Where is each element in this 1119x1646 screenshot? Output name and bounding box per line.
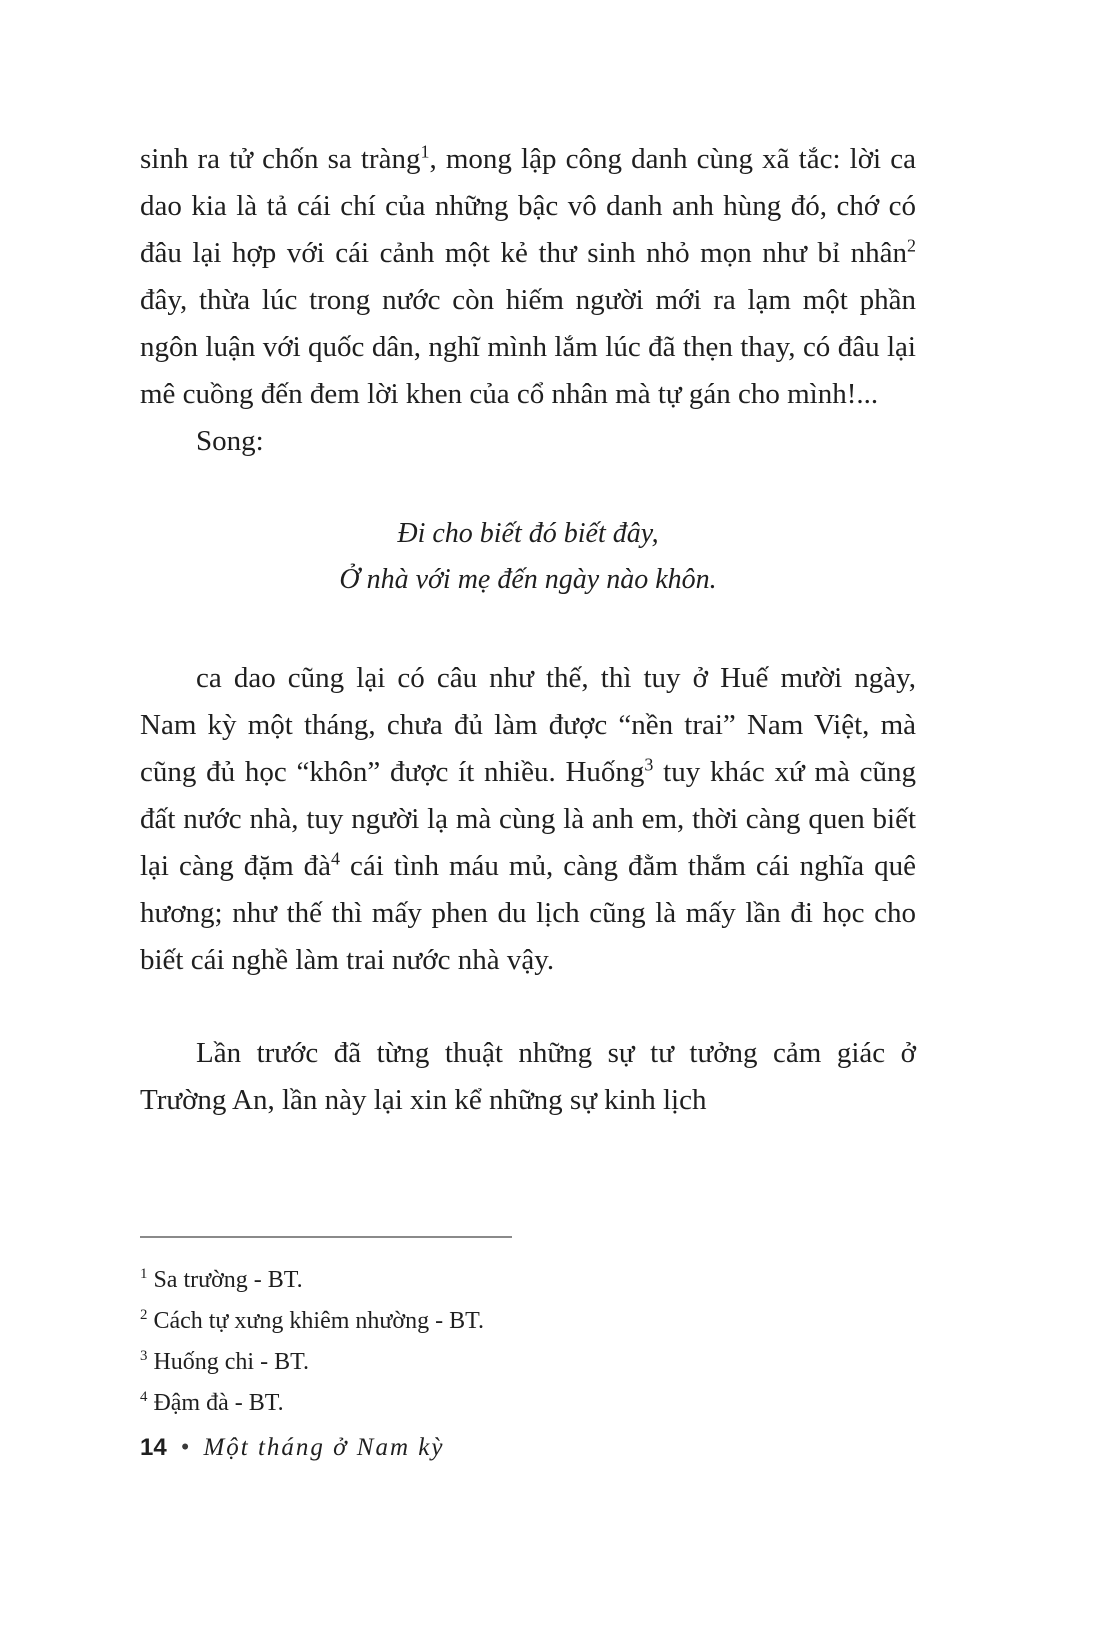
song-label: [140, 418, 916, 465]
paragraph-2: [140, 655, 916, 984]
footnote-ref-3: 3: [644, 754, 654, 775]
paragraph-text: đây, thừa lúc trong nước còn hiếm người mới ra lạm một phần ngôn luận với quốc dân, nghĩ mình lắm lúc đã thẹn thay, có đâu lại mê cuồng đến đem lời khen của cổ nhân mà tự gán cho mình!...: [140, 284, 916, 410]
paragraph-text: ca dao cũng lại có câu như thế, thì tuy ở Huế mười ngày, Nam kỳ một tháng, chưa đủ làm được “nền trai” Nam Việt, mà cũng đủ học “khôn” được ít nhiều. Huống: [140, 662, 916, 788]
song-label-text: Song:: [196, 425, 264, 457]
footnote-ref-1: 1: [420, 141, 430, 162]
footnote-marker-3: 3: [140, 1348, 148, 1364]
footnote-text-2: Cách tự xưng khiêm nhường - BT.: [153, 1308, 484, 1334]
main-text-block: [140, 136, 916, 1124]
footnote-divider: [140, 1236, 512, 1238]
footnote-text-1: Sa trường - BT.: [153, 1267, 303, 1293]
separator-bullet-icon: •: [180, 1434, 190, 1461]
footnote-2: [140, 1301, 916, 1342]
paragraph-text: cái tình máu mủ, càng đằm thắm cái nghĩa quê hương; như thế thì mấy phen du lịch cũng là mấy lần đi học cho biết cái nghề làm trai nước nhà vậy.: [140, 850, 916, 976]
footnote-ref-4: 4: [331, 848, 341, 869]
book-title: Một tháng ở Nam kỳ: [203, 1434, 445, 1461]
footnote-marker-4: 4: [140, 1389, 148, 1405]
footnotes-section: [140, 1236, 916, 1424]
paragraph-3: Lần trước đã từng thuật những sự tư tưởng cảm giác ở Trường An, lần này lại xin kể những sự kinh lịch: [140, 1037, 916, 1116]
paragraph-text: sinh ra tử chốn sa tràng: [140, 143, 421, 175]
page-number: 14: [140, 1434, 167, 1461]
paragraph-text: tuy khác xứ mà cũng đất nước nhà, tuy người lạ mà cùng là anh em, thời càng quen biết lại càng đặm đà: [140, 756, 916, 882]
footnote-text-4: Đậm đà - BT.: [153, 1390, 284, 1416]
verse-line-2: Ở nhà với mẹ đến ngày nào khôn.: [339, 564, 717, 595]
footnote-1: [140, 1260, 916, 1301]
paragraph-text: , mong lập công danh cùng xã tắc: lời ca dao kia là tả cái chí của những bậc vô danh anh hùng đó, chớ có đâu lại hợp với cái cảnh một kẻ thư sinh nhỏ mọn như bỉ nhân: [140, 143, 916, 269]
paragraph-continuation: [140, 136, 916, 418]
footnote-marker-2: 2: [140, 1307, 148, 1323]
footnote-3: [140, 1342, 916, 1383]
verse-line-1: Đi cho biết đó biết đây,: [397, 518, 659, 549]
verse-quote: [140, 511, 916, 603]
footnote-4: [140, 1383, 916, 1424]
footnote-text-3: Huống chi - BT.: [153, 1349, 309, 1375]
footnote-marker-1: 1: [140, 1266, 148, 1282]
page-footer: [140, 1434, 444, 1462]
footnote-ref-2: 2: [907, 235, 916, 256]
